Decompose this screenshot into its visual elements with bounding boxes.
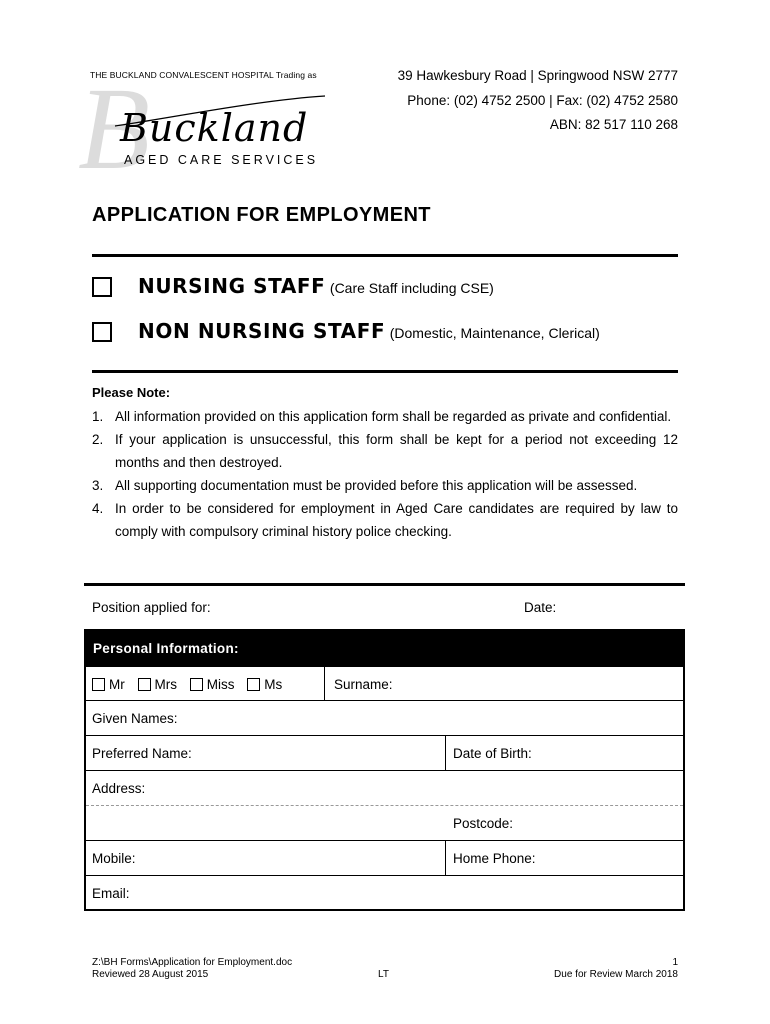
divider [92,370,678,373]
phone-row [86,840,683,876]
date-of-birth-field[interactable]: Date of Birth: [453,746,532,761]
notes-list [92,405,678,543]
category-desc: (Care Staff including CSE) [329,280,494,296]
nursing-staff-checkbox[interactable] [92,277,112,297]
address-line: 39 Hawkesbury Road | Springwood NSW 2777 [397,68,678,83]
postcode-row [86,805,683,841]
divider [92,254,678,257]
note-text: In order to be considered for employment in Aged Care candidates are required by law to comply with compulsory criminal history police checking. [115,501,678,539]
email-row [86,875,683,910]
footer-due: Due for Review March 2018 [554,969,678,980]
note-number: 1. [92,409,104,424]
page-title: APPLICATION FOR EMPLOYMENT [92,204,431,226]
preferred-dob-row [86,735,683,771]
mobile-field[interactable]: Mobile: [92,851,136,866]
notes-heading: Please Note: [92,385,171,400]
note-item [92,474,678,497]
title-label: Mrs [154,677,178,692]
category-desc: (Domestic, Maintenance, Clerical) [389,325,600,341]
note-item [92,405,678,428]
note-text: All supporting documentation must be provided before this application will be assessed. [115,478,638,493]
home-phone-field[interactable]: Home Phone: [453,851,536,866]
postcode-field[interactable]: Postcode: [453,816,514,831]
footer-initials: LT [378,969,389,980]
title-label: Miss [206,677,235,692]
note-text: All information provided on this application form shall be regarded as private and confidential. [115,409,672,424]
title-surname-row [86,666,683,701]
note-number: 2. [92,432,104,447]
non-nursing-staff-checkbox[interactable] [92,322,112,342]
phone-line: Phone: (02) 4752 2500 | Fax: (02) 4752 2580 [407,93,678,108]
ms-checkbox[interactable] [247,678,260,691]
category-nursing [138,274,494,298]
category-title: NURSING STAFF [138,274,326,298]
date-field[interactable]: Date: [524,600,557,615]
footer-path: Z:\BH Forms\Application for Employment.doc [92,957,293,968]
note-number: 4. [92,501,104,516]
title-label: Mr [109,677,125,692]
title-options [92,677,291,692]
address-field[interactable]: Address: [92,781,146,796]
note-item [92,497,678,543]
cell-divider [445,841,446,876]
logo-subtitle: AGED CARE SERVICES [124,153,319,167]
mr-checkbox[interactable] [92,678,105,691]
cell-divider [445,736,446,771]
note-text: If your application is unsuccessful, this form shall be kept for a period not exceeding 12 months and then destroyed. [115,432,678,470]
given-names-field[interactable]: Given Names: [92,711,178,726]
given-names-row [86,700,683,736]
personal-info-heading: Personal Information: [86,631,683,666]
address-row [86,770,683,806]
note-number: 3. [92,478,104,493]
category-title: NON NURSING STAFF [138,319,386,343]
footer-left [92,957,292,981]
mrs-checkbox[interactable] [138,678,151,691]
miss-checkbox[interactable] [190,678,203,691]
note-item [92,428,678,474]
footer-page-number: 1 [672,957,678,968]
preferred-name-field[interactable]: Preferred Name: [92,746,192,761]
personal-information-table [84,629,685,911]
footer-right [554,957,678,981]
cell-divider [324,667,325,701]
category-non-nursing [138,319,600,343]
divider [84,583,685,586]
footer-reviewed: Reviewed 28 August 2015 [92,969,209,980]
position-applied-field[interactable]: Position applied for: [92,600,211,615]
logo-wordmark: Buckland [120,106,309,150]
title-label: Ms [264,677,283,692]
email-field[interactable]: Email: [92,886,130,901]
abn-line: ABN: 82 517 110 268 [549,117,678,132]
logo-watermark-b: B [78,63,151,194]
surname-field[interactable]: Surname: [334,677,393,692]
trading-as-text: THE BUCKLAND CONVALESCENT HOSPITAL Trading as [90,70,317,80]
